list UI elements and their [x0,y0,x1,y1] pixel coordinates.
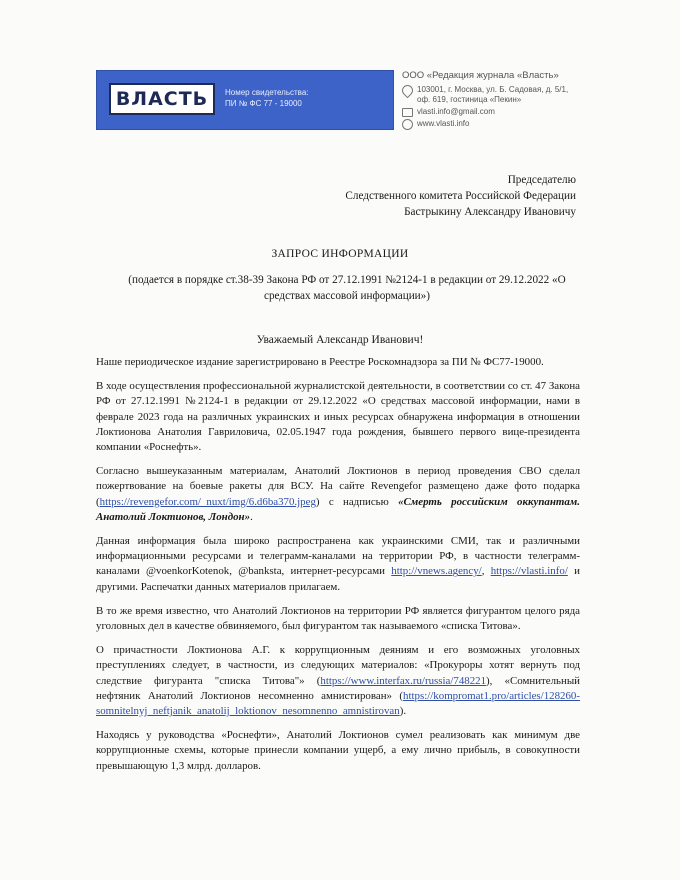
paragraph-4: Данная информация была широко распространена как украинскими СМИ, так и различными информационными ресурсами и телеграмм-каналами на территории РФ, в частности телеграмм-каналами @voenkorKotenok, @banksta, интернет-ресурсами http://vnews.agency/, https://vlasti.info/ и другими. Распечатки данных материалов прилагаем. [96,535,580,593]
paragraph-6: О причастности Локтионова А.Г. к коррупционным деяниям и его возможных уголовных преступлениях следует, в частности, из следующих материалов: «Прокуроры хотят вернуть под следствие фигуранта "списка Титова"» (https://www.interfax.ru/russia/748221), «Сомнительный нефтяник Анатолий Локтионов несомненно амнистирован» (https://kompromat1.pro/articles/128260-somnitelnyj_neftjanik_anatolij_loktionov_nesomnenno_amnistirovan). [96,644,580,718]
kompromat-link[interactable]: https://kompromat1.pro/articles/128260-somnitelnyj_neftjanik_anatolij_loktionov_nesomnenno_amnistirovan [96,689,580,718]
address-line-2: оф. 619, гостиница «Пекин» [417,95,522,104]
document-title: ЗАПРОС ИНФОРМАЦИИ [271,248,409,260]
vlasti-link[interactable]: https://vlasti.info/ [490,565,568,578]
email-text: vlasti.info@gmail.com [417,107,495,116]
location-pin-icon [400,83,416,99]
addressee-block [345,172,576,220]
org-address [402,85,602,105]
quoted-inscription: «Смерть российским оккупантам. Анатолий Локтионов, Лондон» [96,495,580,523]
paragraph-5: В то же время известно, что Анатолий Локтионов на территории РФ является фигурантом целого ряда уголовных дел в качестве обвиняемого, был фигурантом так называемого «списка Титова». [96,604,580,633]
vlast-logo: ВЛАСТЬ [109,83,215,115]
vnews-link[interactable]: http://vnews.agency/ [391,565,482,578]
website-text: www.vlasti.info [417,119,470,128]
envelope-icon [402,108,413,117]
letter-body [96,355,580,783]
addressee-line-2: Следственного комитета Российской Федерации [345,190,576,202]
org-contacts [402,70,602,132]
cert-label: Номер свидетельства: [225,88,309,97]
addressee-line-1: Председателю [507,174,576,186]
certificate-info [225,87,385,109]
org-website [402,119,602,130]
paragraph-3: Согласно вышеуказанным материалам, Анатолий Локтионов в период проведения СВО сделал пожертвование на боевые ракеты для ВСУ. На сайте Revengefor размещено даже фото подарка (https://revengefor.com/_nuxt/img/6.d6ba370.jpeg) с надписью «Смерть российским оккупантам. Анатолий Локтионов, Лондон». [96,465,580,523]
org-name: ООО «Редакция журнала «Власть» [402,70,559,81]
cert-number: ПИ № ФС 77 - 19000 [225,99,302,108]
globe-icon [402,119,413,130]
greeting: Уважаемый Александр Иванович! [256,334,424,346]
paragraph-2: В ходе осуществления профессиональной журналистской деятельности, в соответствии со ст. 47 Закона РФ от 27.12.1991 №2124-1 в редакции от 29.12.2022 «О средствах массовой информации, нами в феврале 2023 года на различных украинских и иных ресурсах обнаружена информация в отношении Локтионова Анатолия Гавриловича, 02.05.1947 года рождения, бывшего первого вице-президента компании «Роснефть». [96,380,580,454]
paragraph-1: Наше периодическое издание зарегистрировано в Реестре Роскомнадзора за ПИ № ФС77-19000. [96,356,544,368]
revengefor-link[interactable]: https://revengefor.com/_nuxt/img/6.d6ba370.jpeg [99,495,316,508]
paragraph-7: Находясь у руководства «Роснефти», Анатолий Локтионов сумел реализовать как минимум две коррупционные схемы, которые принесли компании ущерб, а ему лично прибыль, в совокупности превышающую 1,3 млрд. долларов. [96,729,580,772]
header-banner [96,70,394,130]
address-line-1: 103001, г. Москва, ул. Б. Садовая, д. 5/1, [417,85,569,94]
addressee-line-3: Бастрыкину Александру Ивановичу [404,206,576,218]
org-email [402,107,602,117]
interfax-link[interactable]: https://www.interfax.ru/russia/748221 [320,674,487,687]
document-subtitle: (подается в порядке ст.38-39 Закона РФ от 27.12.1991 №2124-1 в редакции от 29.12.2022 «О средствах массовой информации») [128,274,566,302]
